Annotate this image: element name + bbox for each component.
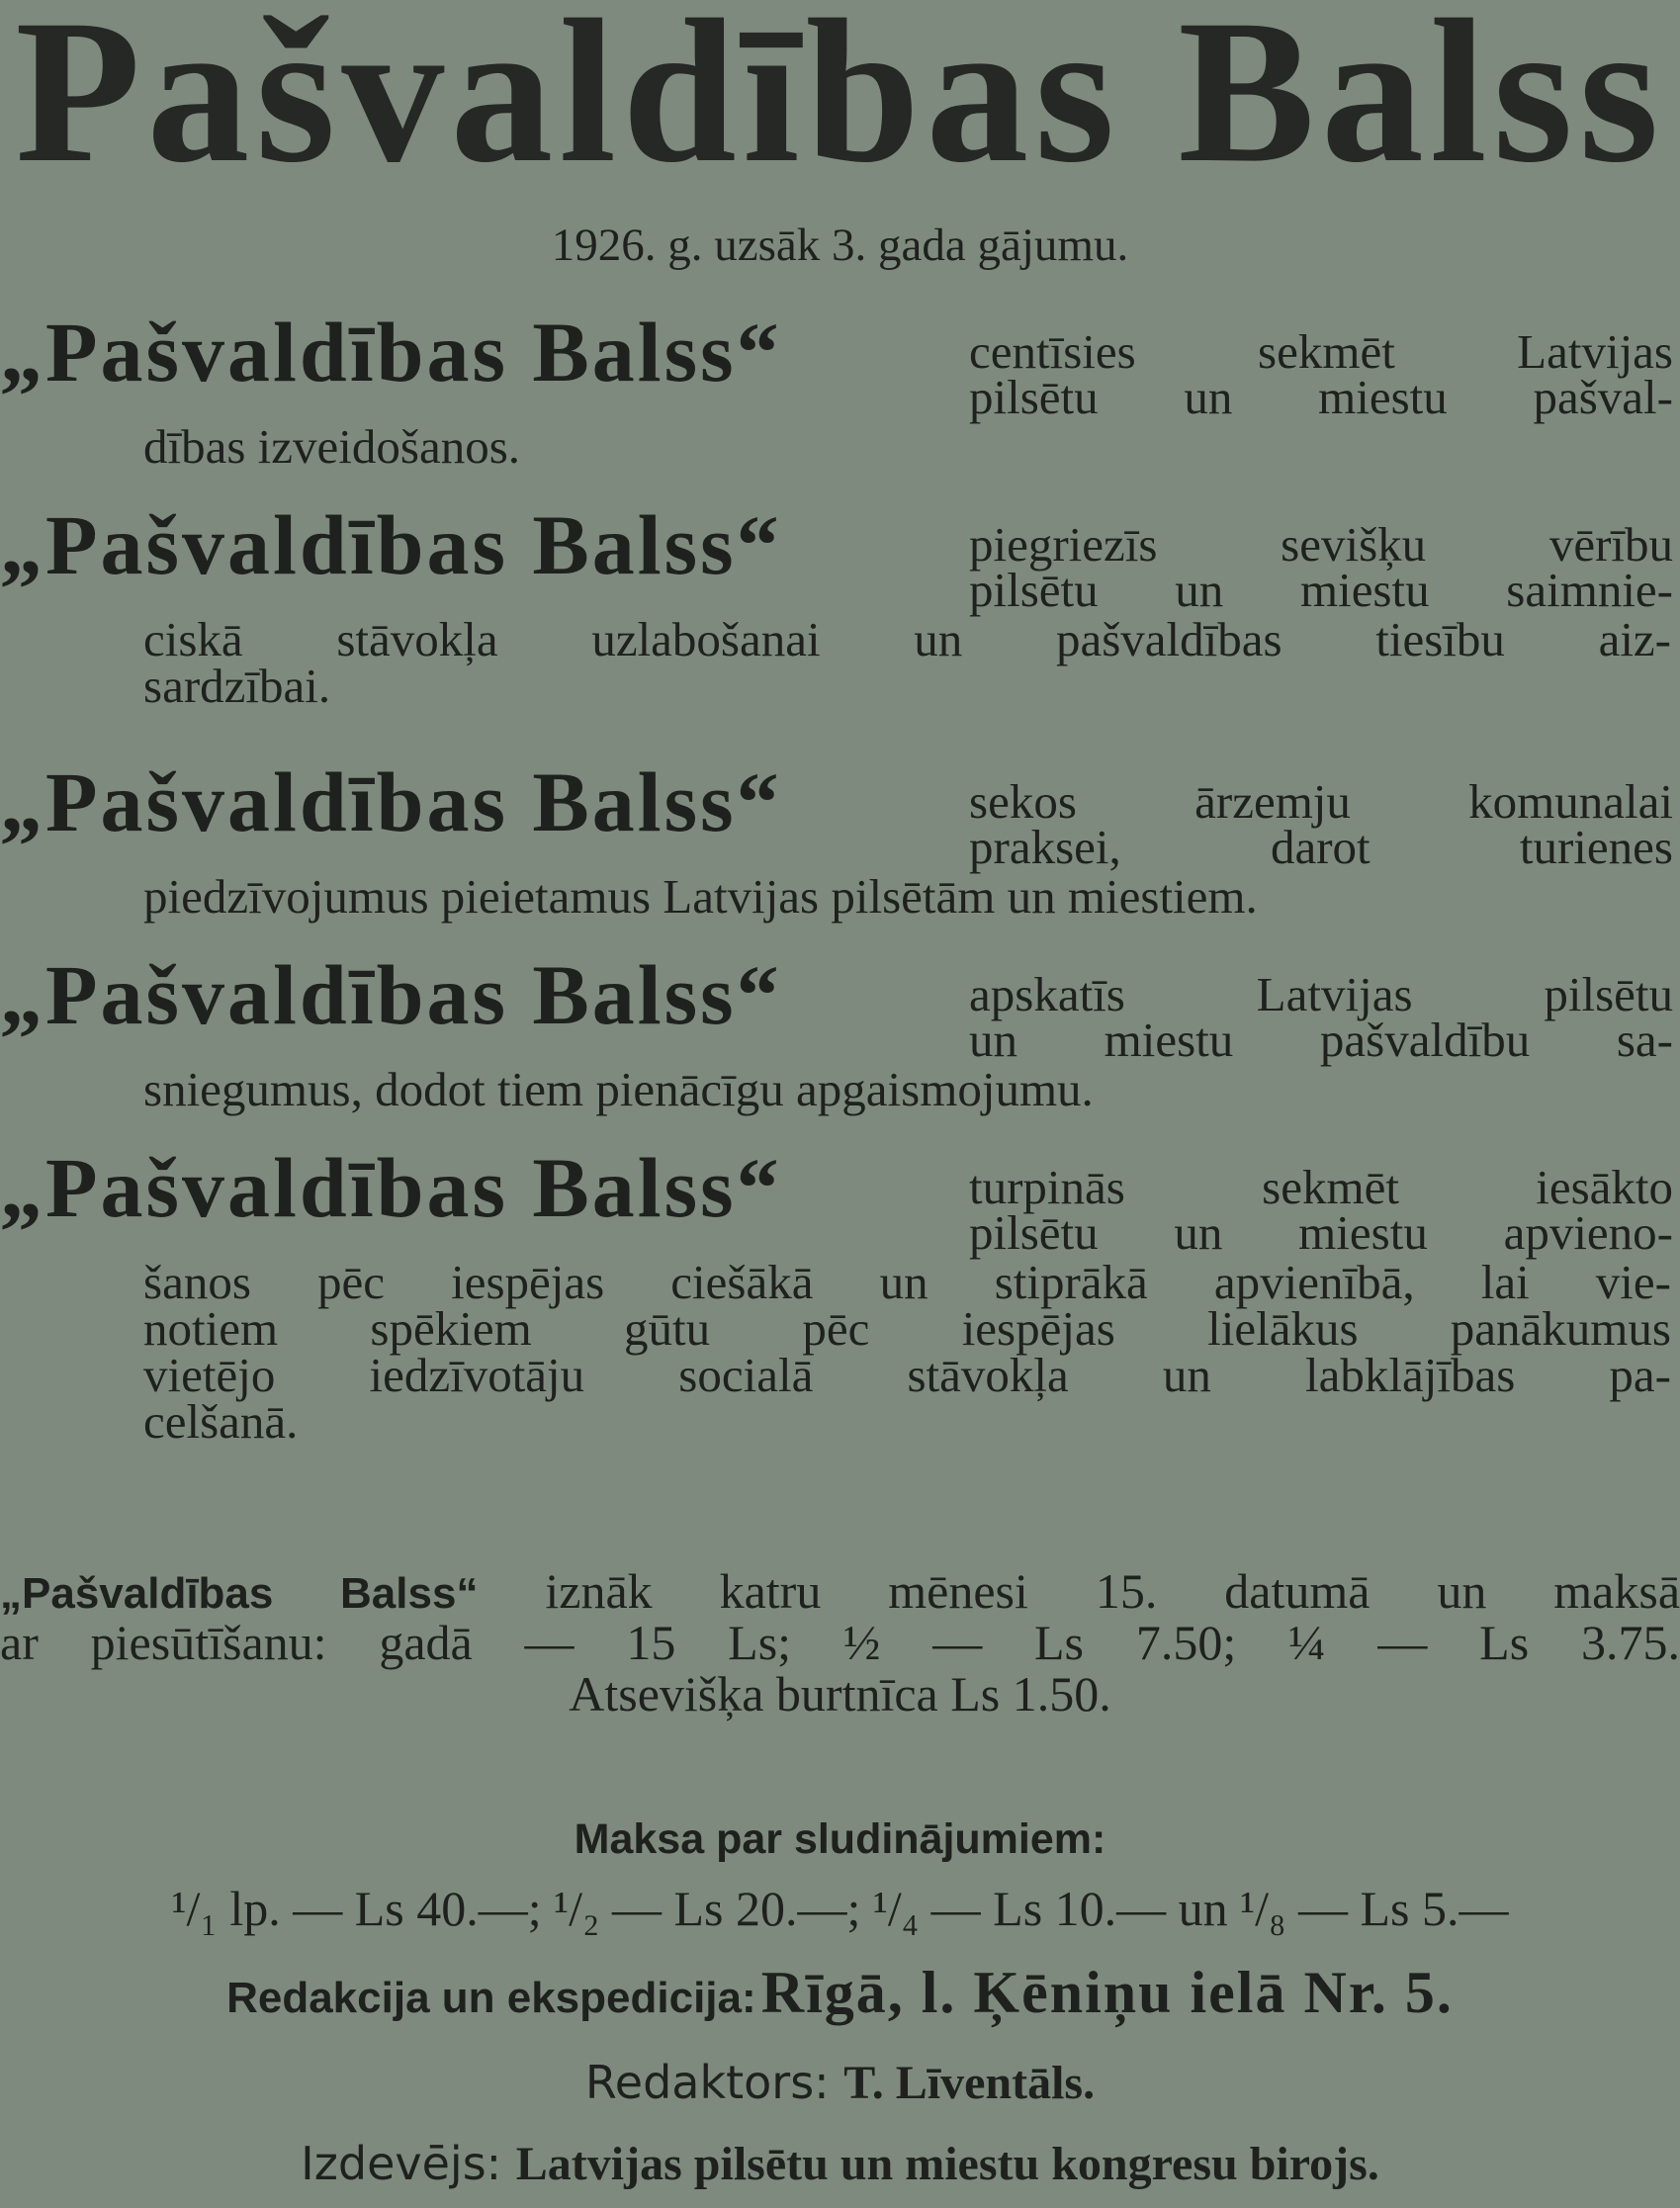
paragraph-title: „Pašvaldības Balss“: [0, 497, 782, 592]
paragraph-continuation-line: celšanā.: [143, 1394, 299, 1449]
editor-label: Redaktors:: [584, 2056, 830, 2109]
paragraph-l1: apskatīs Latvijas pilsētu: [969, 967, 1673, 1021]
paragraph-continuation-line: notiem spēkiem gūtu pēc iespējas lielākus panākumus: [143, 1301, 1671, 1356]
pricing-line-1-text: iznāk katru mēnesi 15. datumā un maksā: [545, 1563, 1680, 1619]
publisher-name: Latvijas pilsētu un miestu kongresu birojs.: [515, 2138, 1379, 2190]
masthead-title: Pašvaldības Balss: [15, 0, 1665, 205]
paragraph-l2: pilsētu un miestu pašval-: [969, 370, 1673, 424]
paragraph-continuation-line: sardzībai.: [143, 659, 331, 713]
paragraph-continuation-line: ciskā stāvokļa uzlabošanai un pašvaldības tiesību aiz-: [143, 612, 1671, 666]
paragraph-l1: centīsies sekmēt Latvijas: [969, 324, 1673, 379]
ads-rates: ¹/₁ lp. — Ls 40.—; ¹/₂ — Ls 20.—; ¹/₄ — Ls 10.— un ¹/₈ — Ls 5.—: [171, 1881, 1509, 1936]
ads-title: Maksa par sludinājumiem:: [574, 1815, 1106, 1863]
paragraph-title: „Pašvaldības Balss“: [0, 947, 782, 1042]
paragraph-l2: un miestu pašvaldību sa-: [969, 1013, 1673, 1067]
editorial-office: [0, 1958, 1680, 2042]
paragraph-continuation-line: piedzīvojumus pieietamus Latvijas pilsētām un miestiem.: [143, 869, 1258, 924]
paragraph-title: „Pašvaldības Balss“: [0, 754, 782, 849]
pricing-line-2: ar piesūtīšanu: gadā — 15 Ls; ½ — Ls 7.50; ¼ — Ls 3.75.: [0, 1615, 1680, 1670]
paragraph-l2: praksei, darot turienes: [969, 820, 1673, 874]
editor-line: [0, 2053, 1680, 2113]
paragraph-continuation-line: vietējo iedzīvotāju socialā stāvokļa un labklājības pa-: [143, 1348, 1671, 1402]
paragraph-continuation-line: dības izveidošanos.: [143, 419, 521, 474]
editorial-label: Redakcija un ekspedicija:: [226, 1974, 756, 2022]
pricing-line-3: Atsevišķa burtnīca Ls 1.50.: [569, 1666, 1111, 1722]
editorial-address: Rīgā, l. Ķēniņu ielā Nr. 5.: [760, 1960, 1454, 2025]
paragraph-l1: turpinās sekmēt iesākto: [969, 1160, 1673, 1214]
paragraph-l1: sekos ārzemju komunalai: [969, 774, 1673, 829]
pricing-line-1: [0, 1563, 1680, 1619]
publisher-line: [0, 2134, 1680, 2194]
paragraph-l1: piegriezīs sevišķu vērību: [969, 517, 1673, 572]
subtitle: 1926. g. uzsāk 3. gada gājumu.: [551, 220, 1129, 271]
editor-name: T. Līventāls.: [843, 2057, 1096, 2109]
paragraph-title: „Pašvaldības Balss“: [0, 1140, 782, 1235]
paragraph-l2: pilsētu un miestu apvieno-: [969, 1205, 1673, 1260]
paragraph-continuation-line: šanos pēc iespējas ciešākā un stiprākā apvienībā, lai vie-: [143, 1255, 1671, 1309]
paragraph-continuation-line: sniegumus, dodot tiem pienācīgu apgaismojumu.: [143, 1062, 1094, 1116]
paragraph-title: „Pašvaldības Balss“: [0, 305, 782, 399]
pricing-name: „Pašvaldības Balss“: [0, 1569, 479, 1618]
publisher-label: Izdevējs:: [301, 2137, 502, 2190]
paragraph-l2: pilsētu un miestu saimnie-: [969, 563, 1673, 617]
